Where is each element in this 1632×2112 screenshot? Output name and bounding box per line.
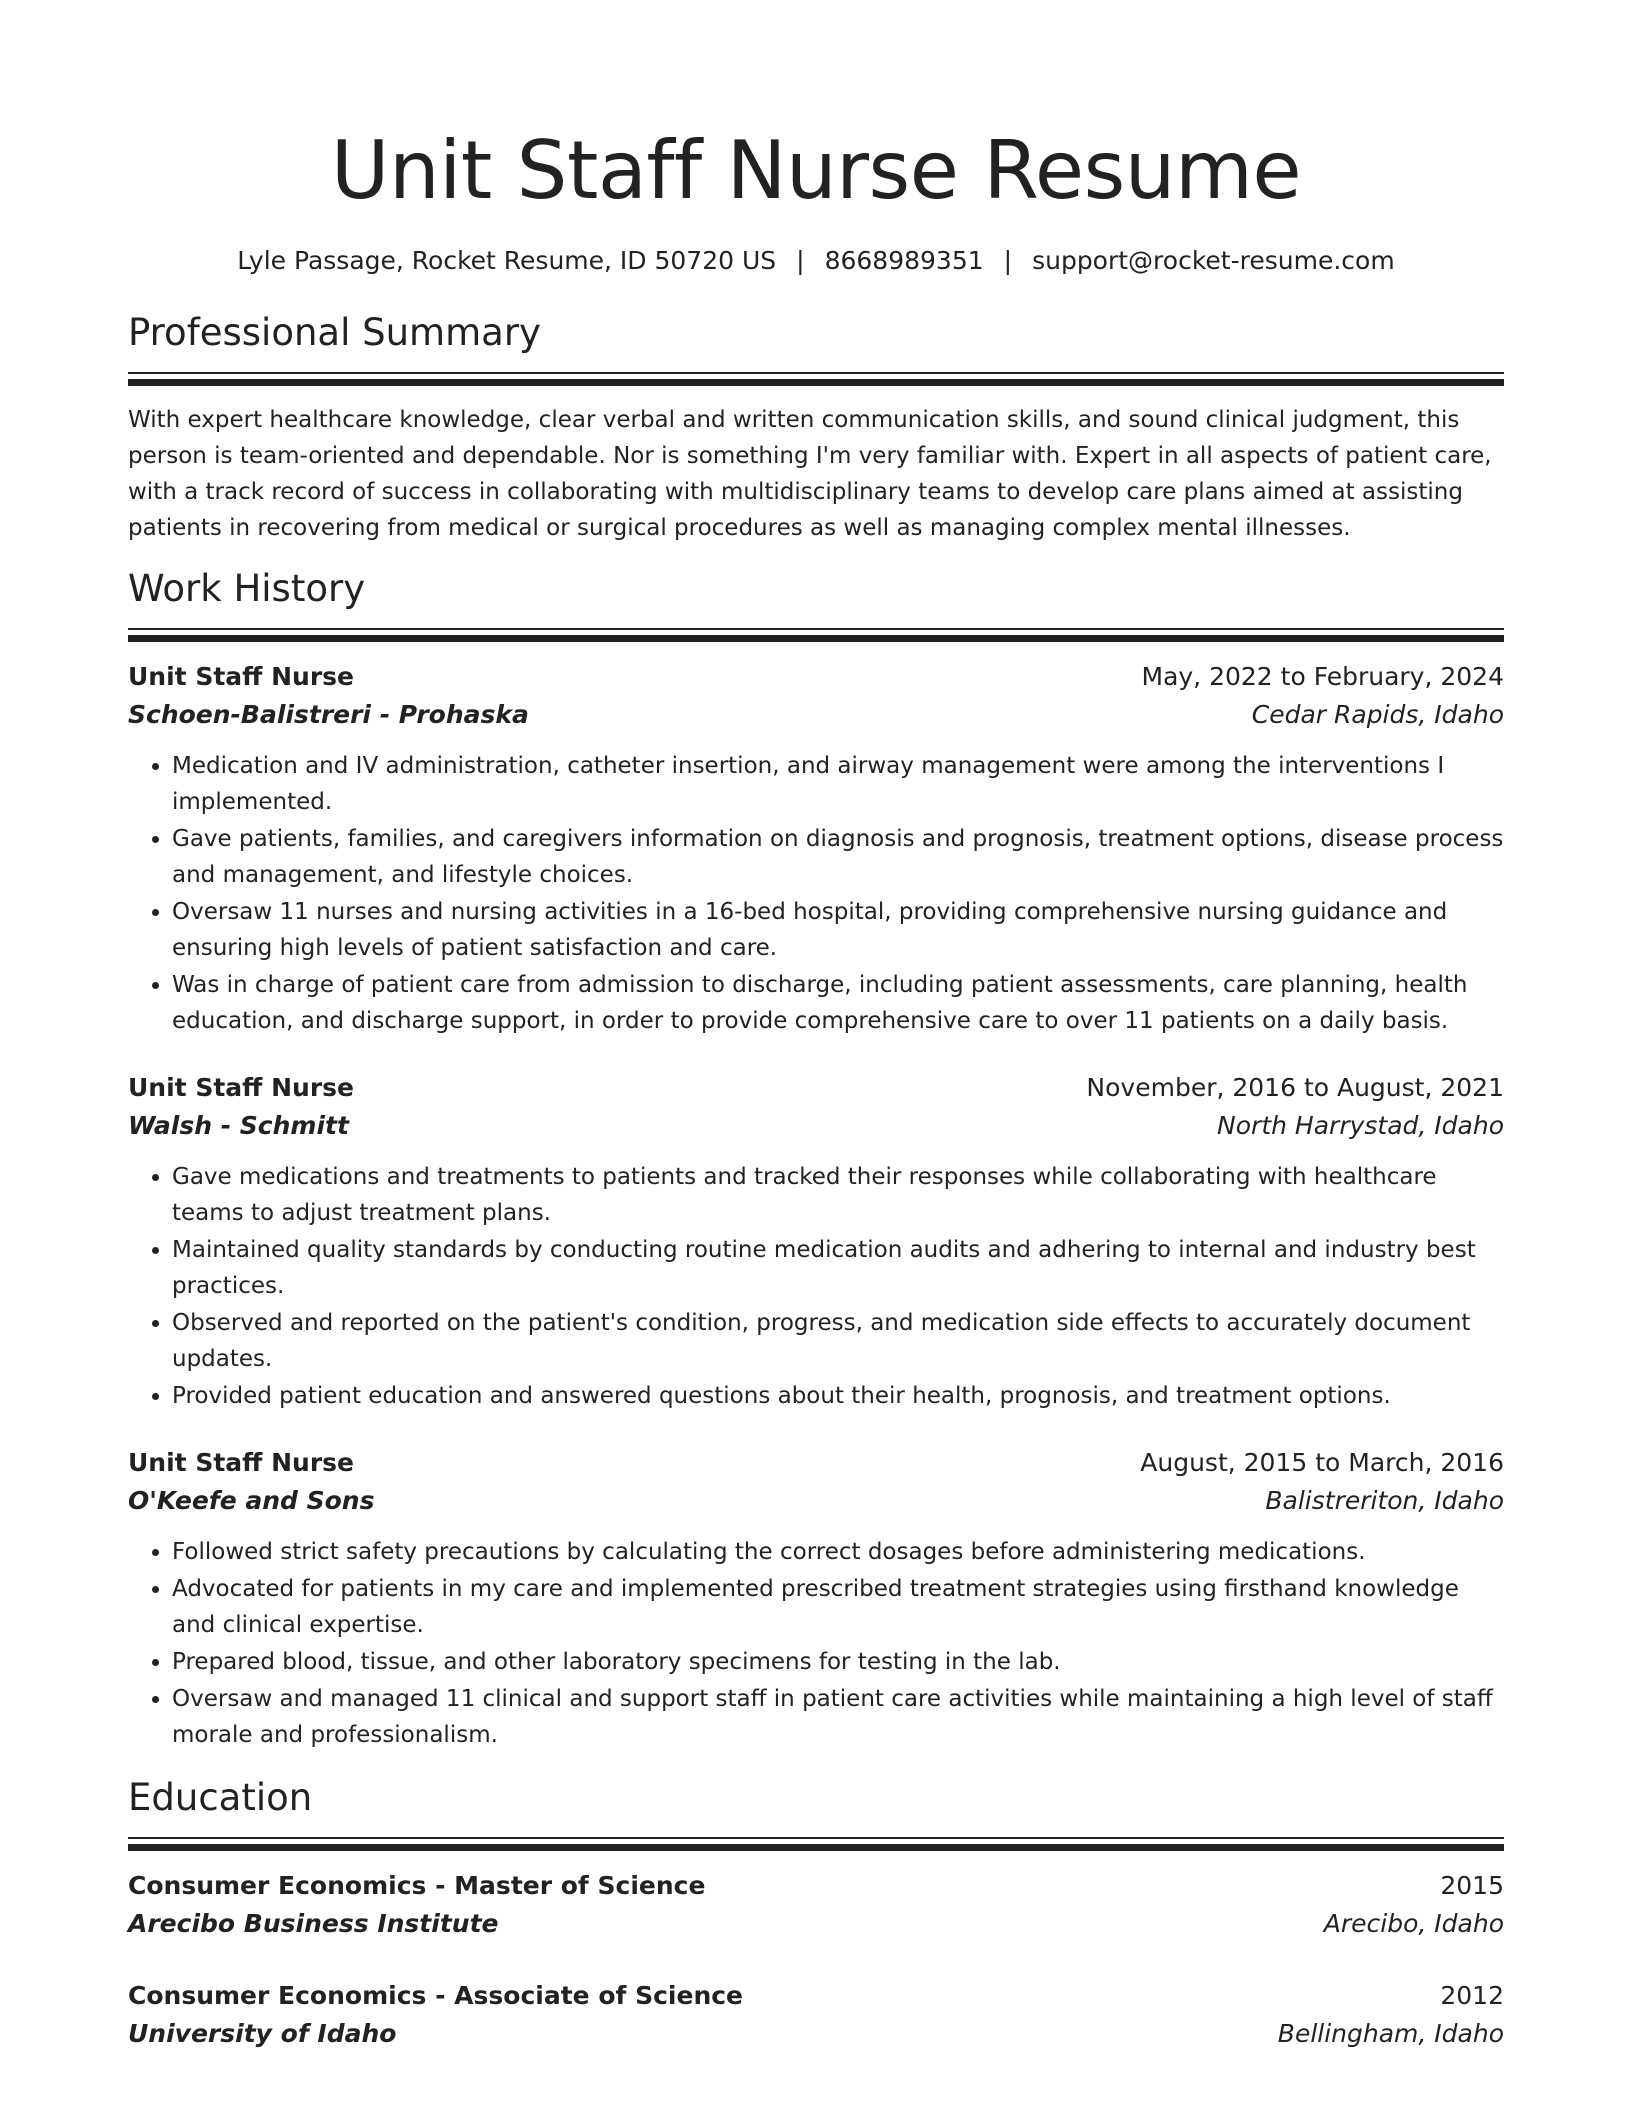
education-header-row bbox=[128, 1977, 1504, 2015]
job-title: Unit Staff Nurse bbox=[128, 1448, 354, 1477]
job-location: North Harrystad, Idaho bbox=[1217, 1111, 1504, 1140]
education-school: University of Idaho bbox=[128, 2019, 397, 2048]
job-bullet: • Was in charge of patient care from admission to discharge, including patient assessments, care planning, health education, and discharge support, in order to provide comprehensive care to over 11 patients on a daily basis. bbox=[172, 967, 1504, 1039]
job-bullet: • Provided patient education and answered questions about their health, prognosis, and treatment options. bbox=[172, 1378, 1504, 1414]
job-bullet: • Followed strict safety precautions by calculating the correct dosages before administering medications. bbox=[172, 1534, 1504, 1570]
job-bullet: • Gave medications and treatments to patients and tracked their responses while collaborating with healthcare teams to adjust treatment plans. bbox=[172, 1159, 1504, 1231]
job-entry bbox=[128, 1069, 1504, 1414]
contact-line bbox=[128, 244, 1504, 278]
job-title: Unit Staff Nurse bbox=[128, 1073, 354, 1102]
job-bullet: • Gave patients, families, and caregivers information on diagnosis and prognosis, treatment options, disease process and management, and lifestyle choices. bbox=[172, 821, 1504, 893]
contact-phone: 8668989351 bbox=[824, 246, 984, 275]
contact-separator: | bbox=[796, 246, 805, 275]
job-entry bbox=[128, 1444, 1504, 1753]
job-company-row bbox=[128, 1107, 1504, 1145]
job-bullet: • Oversaw 11 nurses and nursing activities in a 16-bed hospital, providing comprehensive nursing guidance and ensuring high levels of patient satisfaction and care. bbox=[172, 894, 1504, 966]
job-bullet: • Oversaw and managed 11 clinical and support staff in patient care activities while maintaining a high level of staff morale and professionalism. bbox=[172, 1681, 1504, 1753]
job-bullet: • Maintained quality standards by conducting routine medication audits and adhering to internal and industry best practices. bbox=[172, 1232, 1504, 1304]
education-year: 2015 bbox=[1440, 1871, 1504, 1900]
education-entry bbox=[128, 1977, 1504, 2053]
summary-section bbox=[128, 308, 1504, 546]
contact-email[interactable]: support@rocket-resume.com bbox=[1032, 246, 1395, 275]
page-title: Unit Staff Nurse Resume bbox=[330, 124, 1302, 217]
education-school-row bbox=[128, 1905, 1504, 1943]
job-bullet: • Advocated for patients in my care and implemented prescribed treatment strategies using firsthand knowledge and clinical expertise. bbox=[172, 1571, 1504, 1643]
education-year: 2012 bbox=[1440, 1981, 1504, 2010]
education-entry bbox=[128, 1867, 1504, 1943]
job-company-row bbox=[128, 1482, 1504, 1520]
job-entry bbox=[128, 658, 1504, 1039]
job-title: Unit Staff Nurse bbox=[128, 662, 354, 691]
job-dates: August, 2015 to March, 2016 bbox=[1140, 1448, 1504, 1477]
education-location: Bellingham, Idaho bbox=[1277, 2019, 1504, 2048]
job-company-row bbox=[128, 696, 1504, 734]
education-header-row bbox=[128, 1867, 1504, 1905]
education-school-row bbox=[128, 2015, 1504, 2053]
job-header-row bbox=[128, 658, 1504, 696]
section-divider bbox=[128, 372, 1504, 386]
job-bullet-list bbox=[128, 748, 1504, 1039]
job-dates: November, 2016 to August, 2021 bbox=[1086, 1073, 1504, 1102]
job-bullet: • Observed and reported on the patient's condition, progress, and medication side effects to accurately document updates. bbox=[172, 1305, 1504, 1377]
section-divider bbox=[128, 628, 1504, 642]
job-company: O'Keefe and Sons bbox=[128, 1486, 375, 1515]
job-bullet-list bbox=[128, 1534, 1504, 1753]
contact-separator: | bbox=[1003, 246, 1013, 275]
job-header-row bbox=[128, 1444, 1504, 1482]
education-heading: Education bbox=[128, 1776, 313, 1819]
work-history-section bbox=[128, 564, 1504, 1753]
job-header-row bbox=[128, 1069, 1504, 1107]
education-degree: Consumer Economics - Associate of Science bbox=[128, 1981, 744, 2010]
job-company: Walsh - Schmitt bbox=[128, 1111, 349, 1140]
job-company: Schoen-Balistreri - Prohaska bbox=[128, 700, 529, 729]
job-bullet-list bbox=[128, 1159, 1504, 1414]
education-degree: Consumer Economics - Master of Science bbox=[128, 1871, 706, 1900]
education-location: Arecibo, Idaho bbox=[1323, 1909, 1504, 1938]
section-divider bbox=[128, 1837, 1504, 1851]
summary-heading: Professional Summary bbox=[128, 311, 541, 354]
education-section bbox=[128, 1773, 1504, 2053]
job-bullet: • Medication and IV administration, catheter insertion, and airway management were among the interventions I implemented. bbox=[172, 748, 1504, 820]
summary-text: With expert healthcare knowledge, clear verbal and written communication skills, and sound clinical judgment, this person is team-oriented and dependable. Nor is something I'm very familiar with. Expert in all aspects of patient care, with a track record of success in collaborating with multidisciplinary teams to develop care plans aimed at assisting patients in recovering from medical or surgical procedures as well as managing complex mental illnesses. bbox=[128, 407, 1492, 541]
education-school: Arecibo Business Institute bbox=[128, 1909, 499, 1938]
job-dates: May, 2022 to February, 2024 bbox=[1141, 662, 1504, 691]
resume-page bbox=[128, 0, 1504, 2053]
job-bullet: • Prepared blood, tissue, and other laboratory specimens for testing in the lab. bbox=[172, 1644, 1504, 1680]
contact-address: Lyle Passage, Rocket Resume, ID 50720 US bbox=[237, 246, 777, 275]
job-location: Balistreriton, Idaho bbox=[1265, 1486, 1504, 1515]
work-history-heading: Work History bbox=[128, 567, 366, 610]
job-location: Cedar Rapids, Idaho bbox=[1251, 700, 1504, 729]
